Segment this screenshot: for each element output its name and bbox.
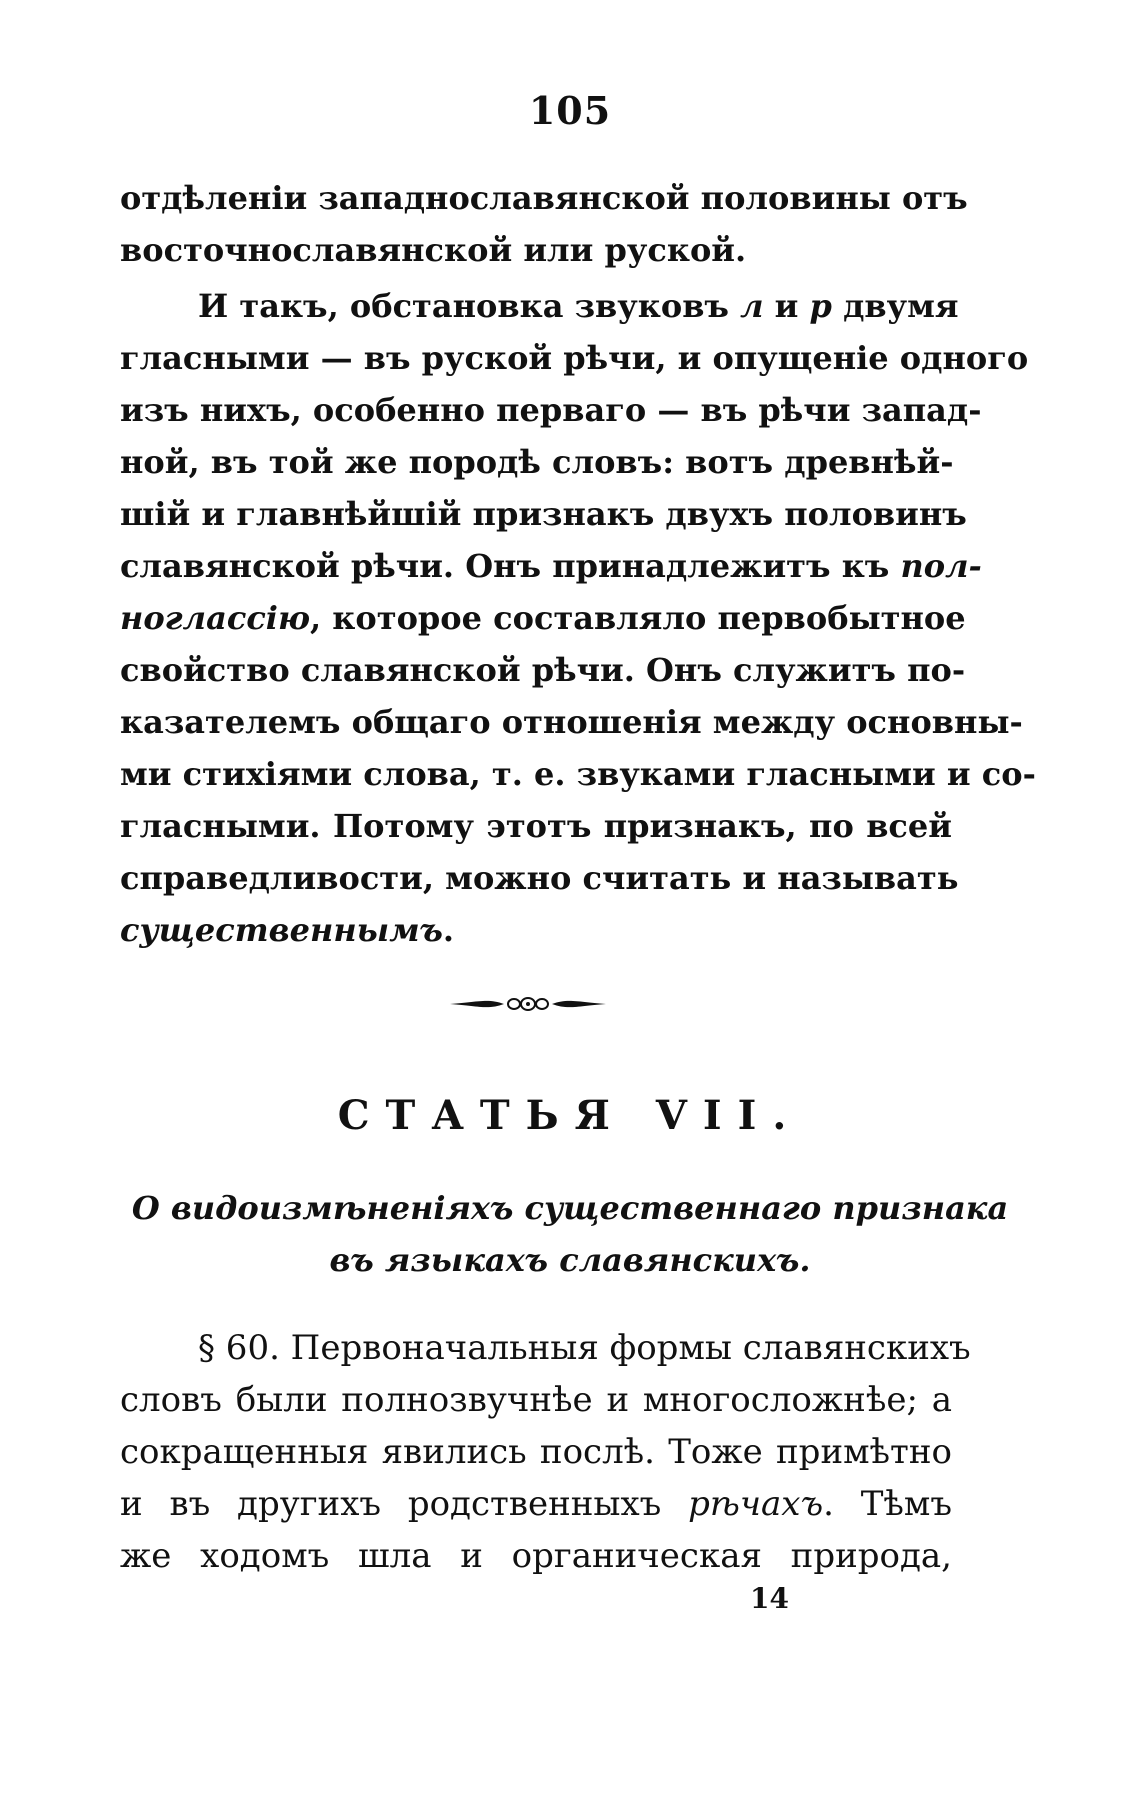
section-title: СТАТЬЯ VII. [337,1092,803,1139]
text-line: ми стихіями слова, т. е. звуками гласными и со- [120,755,1036,793]
text-line: шій и главнѣйшій признакъ двухъ половинъ [120,495,967,533]
text-run: . [442,911,455,949]
text-run: славянской рѣчи. Онъ принадлежитъ къ [120,547,901,585]
italic-letter: л [740,287,764,325]
italic-letter: р [809,287,832,325]
text-line [120,1478,952,1530]
text-line: сокращенныя явились послѣ. Тоже примѣтно [120,1432,952,1472]
text-run: . Тѣмъ [823,1484,953,1524]
text-line: § 60. Первоначальныя формы славянскихъ [198,1328,971,1368]
italic-term: существеннымъ [120,911,443,949]
text-line: свойство славянской рѣчи. Онъ служитъ по- [120,651,966,689]
signature-mark: 14 [750,1582,789,1615]
text-line [120,540,982,592]
text-line: гласными — въ руской рѣчи, и опущеніе одного [120,339,1029,377]
ornament-divider-icon [448,992,608,1016]
italic-term: ноглассію [120,599,310,637]
text-line: словъ были полнозвучнѣе и многосложнѣе; а [120,1380,952,1420]
italic-term: пол- [900,547,982,585]
text-line: гласными. Потому этотъ признакъ, по всей [120,807,952,845]
text-line [120,280,959,332]
text-line: отдѣленіи западнославянской половины отъ [120,179,968,217]
text-line [120,904,952,956]
text-line [120,592,966,644]
text-line: справедливости, можно считать и называть [120,859,959,897]
section-subtitle: О видоизмѣненіяхъ существеннаго признака [131,1189,1009,1227]
text-run: , которое составляло первобытное [310,599,966,637]
text-run: И такъ, обстановка звуковъ [198,287,741,325]
section-subtitle: въ языкахъ славянскихъ. [329,1241,811,1279]
text-run: и въ другихъ родственныхъ [120,1484,689,1524]
text-run: двумя [831,287,959,325]
italic-term: рѣчахъ [688,1484,824,1524]
page-number: 105 [528,88,612,133]
text-line: восточнославянской или руской. [120,231,747,269]
text-line: казателемъ общаго отношенія между основны- [120,703,1023,741]
text-run: и [763,287,810,325]
text-line: изъ нихъ, особенно перваго — въ рѣчи запад- [120,391,982,429]
text-line: же ходомъ шла и органическая природа, [120,1536,952,1576]
text-line: ной, въ той же породѣ словъ: вотъ древнѣй- [120,443,954,481]
